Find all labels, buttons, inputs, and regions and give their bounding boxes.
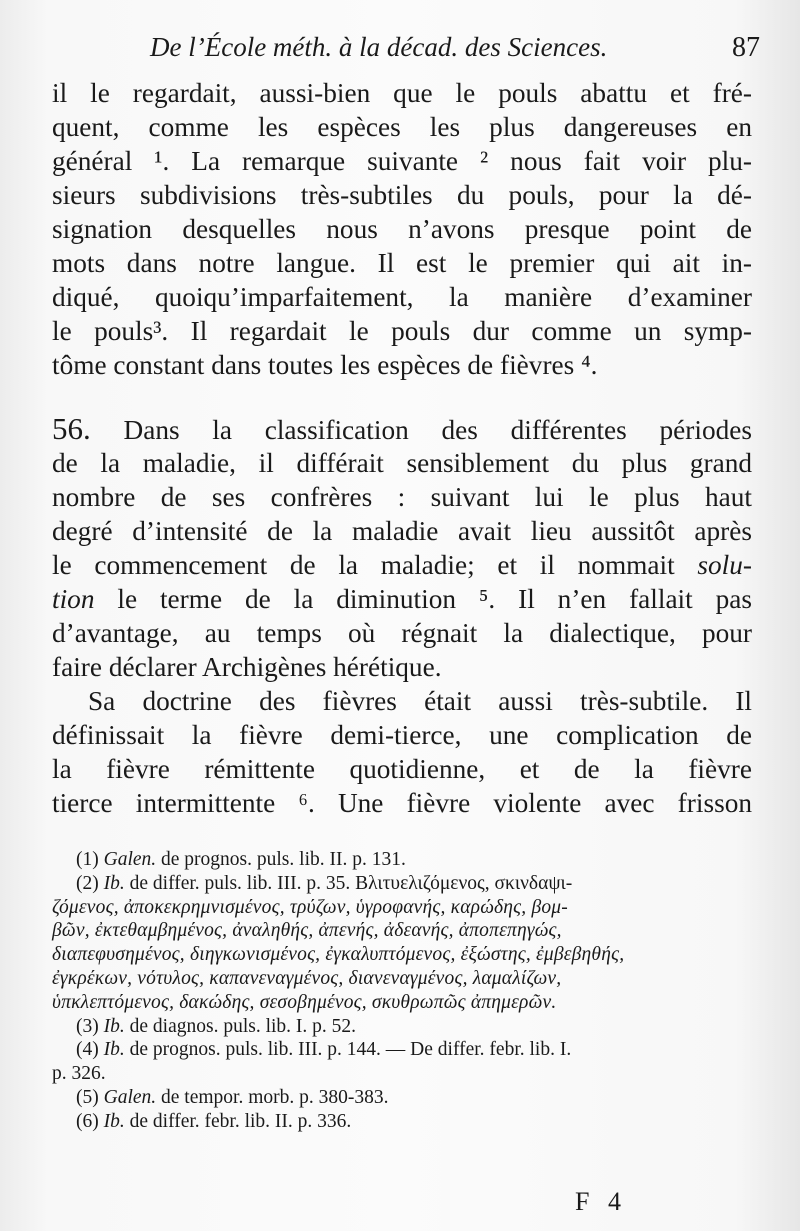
text-line: [52, 582, 752, 616]
text-line: définissait la fièvre demi-tierce, une complication de: [52, 720, 752, 750]
text-line: de la maladie, il différait sensiblement du plus grand: [52, 448, 752, 478]
signature-mark: [575, 1187, 627, 1217]
signature-letter: F: [575, 1187, 596, 1216]
footnote-mark: (3): [76, 1015, 99, 1037]
footnote-text: de diagnos. puls. lib. I. p. 52.: [124, 1015, 357, 1037]
text-line: tôme constant dans toutes les espèces de fièvres ⁴.: [52, 350, 598, 380]
footnote-text: de prognos. puls. lib. II. p. 131.: [156, 849, 406, 870]
footnote: [76, 1086, 756, 1110]
footnote-greek-line: ζόμενος, ἀποκεκρημνισμένος, τρύζων, ὑγροφανής, καρώδης, βομ-: [52, 896, 568, 918]
text-line: faire déclarer Archigènes hérétique.: [52, 652, 442, 682]
text-line: diqué, quoiqu’imparfaitement, la manière d’examiner: [52, 282, 752, 312]
footnote-greek-line: βῶν, ἐκτεθαμβημένος, ἀναληθής, ἀπενής, ἀδεανής, ἀποπεπηγώς,: [52, 920, 562, 942]
text-line: Sa doctrine des fièvres était aussi très-subtile. Il: [88, 686, 752, 716]
text-line: nombre de ses confrères : suivant lui le plus haut: [52, 482, 752, 512]
text-line: quent, comme les espèces les plus dangereuses en: [52, 112, 752, 142]
footnote-source: Ib.: [103, 1110, 125, 1132]
text-line: d’avantage, au temps où régnait la dialectique, pour: [52, 618, 752, 648]
text-line: sieurs subdivisions très-subtiles du pouls, pour la dé-: [52, 180, 752, 210]
footnote-mark: (6): [76, 1110, 99, 1132]
footnote-continuation: p. 326.: [52, 1063, 106, 1085]
paragraph-56-first-line: [52, 412, 752, 446]
footnote: [76, 872, 756, 896]
footnote: [76, 848, 756, 872]
running-head: De l’École méth. à la décad. des Sciences.: [150, 32, 608, 62]
footnote-text: de differ. puls. lib. III. p. 35. Βλιτυελιζόμενος, σκινδαψι-: [124, 872, 573, 894]
footnote-mark: (2): [76, 872, 99, 894]
page-number: 87: [732, 32, 760, 63]
text-line: il le regardait, aussi-bien que le pouls abattu et fré-: [52, 78, 752, 108]
footnote-source: Galen.: [103, 849, 157, 870]
signature-number: 4: [607, 1187, 627, 1216]
footnote-mark: (5): [76, 1086, 99, 1108]
footnote: [76, 1110, 756, 1134]
page-header: [150, 30, 760, 70]
footnote: [76, 1015, 756, 1039]
text-line: le pouls³. Il regardait le pouls dur comme un symp-: [52, 316, 752, 346]
text-line: degré d’intensité de la maladie avait lieu aussitôt après: [52, 516, 752, 546]
body-text: [52, 76, 752, 820]
text-line: tierce intermittente ⁶. Une fièvre violente avec frisson: [52, 788, 752, 818]
footnote-greek-line: ἐγκρέκων, νότυλος, καπανεναγμένος, διανεναγμένος, λαμαλίζων,: [52, 967, 562, 989]
footnote-greek-line: ὑπκλεπτόμενος, δακώδης, σεσοβημένος, σκυθρωπῶς ἀπημερῶν.: [52, 991, 557, 1013]
text-line: signation desquelles nous n’avons presque point de: [52, 214, 752, 244]
text-line: général ¹. La remarque suivante ² nous fait voir plu-: [52, 146, 752, 176]
paragraph-number: 56.: [52, 411, 91, 446]
footnote-text: de tempor. morb. p. 380-383.: [156, 1086, 389, 1108]
text-span: le commencement de la maladie; et il nommait: [52, 550, 698, 580]
text-span: le terme de la diminution ⁵. Il n’en fallait pas: [94, 584, 752, 614]
footnote-source: Ib.: [103, 1039, 125, 1061]
text-span: Dans la classification des différentes périodes: [123, 415, 752, 445]
text-line: [52, 548, 752, 582]
text-line: la fièvre rémittente quotidienne, et de la fièvre: [52, 754, 752, 784]
paragraph-gap: [52, 382, 752, 412]
footnote: [76, 1038, 756, 1062]
text-line: mots dans notre langue. Il est le premier qui ait in-: [52, 248, 752, 278]
footnote-text: de differ. febr. lib. II. p. 336.: [124, 1110, 352, 1132]
footnote-greek-line: διαπεφυσημένος, διηγκωνισμένος, ἐγκαλυπτόμενος, ἐξώστης, ἐμβεβηθής,: [52, 944, 625, 966]
footnote-mark: (1): [76, 849, 99, 870]
footnote-text: de prognos. puls. lib. III. p. 144. — De differ. febr. lib. I.: [124, 1039, 572, 1061]
footnotes: [52, 848, 756, 1134]
italic-term: solu-: [697, 550, 752, 580]
footnote-mark: (4): [76, 1039, 99, 1061]
footnote-source: Galen.: [103, 1086, 157, 1108]
footnote-source: Ib.: [103, 1015, 125, 1037]
italic-term: tion: [52, 584, 95, 614]
footnote-source: Ib.: [103, 872, 125, 894]
